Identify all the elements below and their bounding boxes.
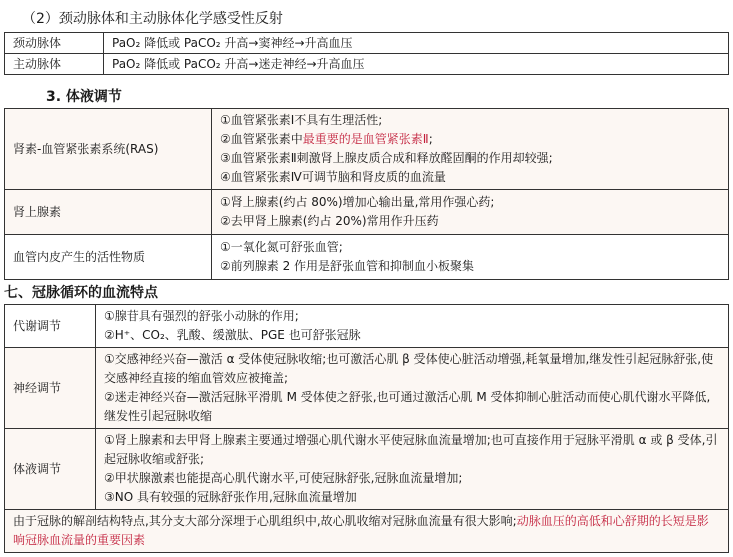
- row-content: [212, 109, 729, 190]
- section-heading-chemoreceptor: （2）颈动脉体和主动脉体化学感受性反射: [22, 11, 283, 27]
- row-content: PaO₂ 降低或 PaCO₂ 升高→迷走神经→升高血压: [104, 54, 729, 75]
- table-row: [5, 510, 729, 553]
- chemoreceptor-table: [4, 32, 729, 75]
- row-label: 体液调节: [5, 429, 96, 510]
- table-row: [5, 190, 729, 235]
- row-content: [96, 429, 729, 510]
- content-line: ①肾上腺素(约占 80%)增加心输出量,常用作强心药;: [220, 195, 495, 209]
- coronary-table: [4, 304, 729, 553]
- table-row: [5, 235, 729, 280]
- row-label: 肾素-血管紧张素系统(RAS): [5, 109, 212, 190]
- row-label: 神经调节: [5, 348, 96, 429]
- row-label: 肾上腺素: [5, 190, 212, 235]
- table-row: [5, 429, 729, 510]
- content-line: ③血管紧张素Ⅱ刺激肾上腺皮质合成和释放醛固酮的作用却较强;: [220, 151, 553, 165]
- table-row: [5, 305, 729, 348]
- content-line: ②H⁺、CO₂、乳酸、缓激肽、PGE 也可舒张冠脉: [104, 328, 361, 342]
- content-line: ①交感神经兴奋—激活 α 受体使冠脉收缩;也可激活心肌 β 受体使心脏活动增强,耗氧量增加,继发性引起冠脉舒张,使交感神经直接的缩血管效应被掩盖;: [104, 352, 714, 385]
- content-line: ③NO 具有较强的冠脉舒张作用,冠脉血流量增加: [104, 490, 357, 504]
- humoral-table: [4, 108, 729, 280]
- content-line: ①腺苷具有强烈的舒张小动脉的作用;: [104, 309, 299, 323]
- footer-highlight: 动脉血压的高低和心舒期的长短是影响冠脉血流量的重要因素: [13, 514, 709, 547]
- table-row: [5, 33, 729, 54]
- footer-text: 由于冠脉的解剖结构特点,其分支大部分深埋于心肌组织中,故心肌收缩对冠脉血流量有很大影响;: [13, 514, 517, 528]
- row-label: 代谢调节: [5, 305, 96, 348]
- row-content: PaO₂ 降低或 PaCO₂ 升高→窦神经→升高血压: [104, 33, 729, 54]
- table-row: [5, 109, 729, 190]
- content-text: ;: [428, 132, 433, 146]
- section-heading-humoral: 3. 体液调节: [46, 89, 122, 105]
- content-text: ②血管紧张素中: [220, 132, 303, 146]
- highlight-text: 最重要的是血管紧张素Ⅱ: [302, 132, 429, 146]
- row-label: 血管内皮产生的活性物质: [5, 235, 212, 280]
- table-row: [5, 54, 729, 75]
- content-line: ②甲状腺激素也能提高心肌代谢水平,可使冠脉舒张,冠脉血流量增加;: [104, 471, 463, 485]
- footer-note: [5, 510, 729, 553]
- row-content: [96, 305, 729, 348]
- row-content: [96, 348, 729, 429]
- row-content: [212, 190, 729, 235]
- content-line: ④血管紧张素Ⅳ可调节脑和肾皮质的血流量: [220, 170, 446, 184]
- content-line: ①血管紧张素Ⅰ不具有生理活性;: [220, 113, 383, 127]
- row-label: 颈动脉体: [5, 33, 104, 54]
- content-line: ②前列腺素 2 作用是舒张血管和抑制血小板聚集: [220, 259, 475, 273]
- section-heading-coronary: 七、冠脉循环的血流特点: [4, 285, 158, 301]
- content-line: [220, 130, 720, 149]
- content-line: ①一氧化氮可舒张血管;: [220, 240, 343, 254]
- content-line: ②去甲肾上腺素(约占 20%)常用作升压药: [220, 214, 439, 228]
- content-line: ②迷走神经兴奋—激活冠脉平滑肌 M 受体使之舒张,也可通过激活心肌 M 受体抑制心脏活动而使心肌代谢水平降低,继发性引起冠脉收缩: [104, 390, 711, 423]
- row-label: 主动脉体: [5, 54, 104, 75]
- content-line: ①肾上腺素和去甲肾上腺素主要通过增强心肌代谢水平使冠脉血流量增加;也可直接作用于冠脉平滑肌 α 或 β 受体,引起冠脉收缩或舒张;: [104, 433, 718, 466]
- row-content: [212, 235, 729, 280]
- table-row: [5, 348, 729, 429]
